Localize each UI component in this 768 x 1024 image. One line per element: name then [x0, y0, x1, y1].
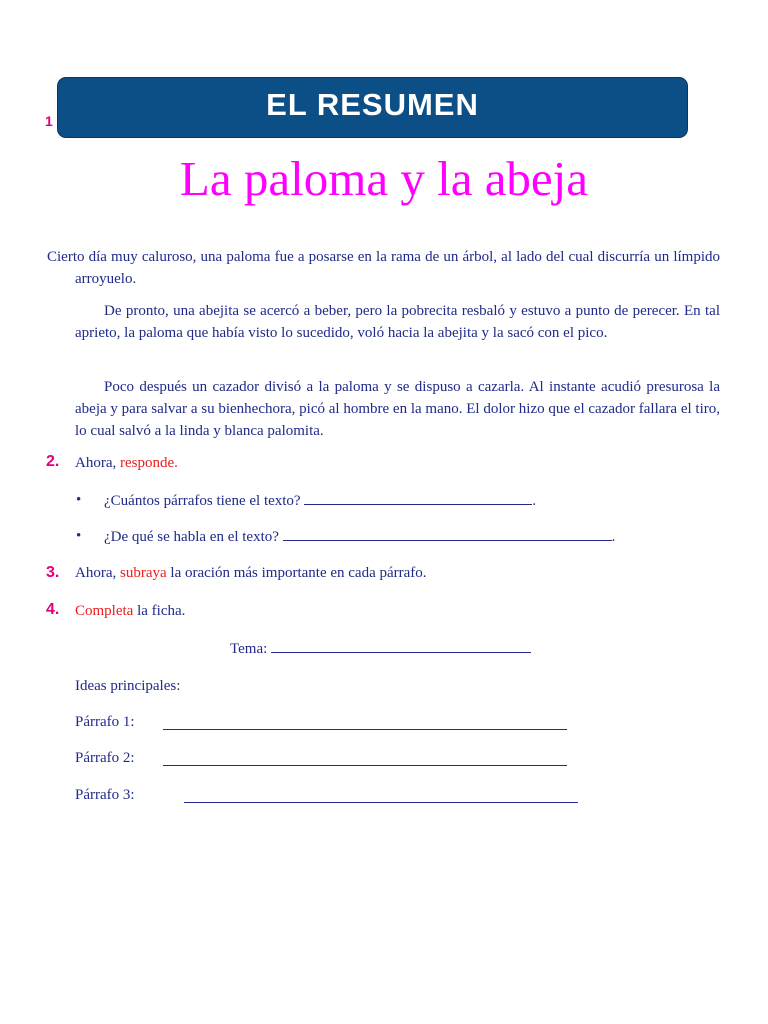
story-paragraph-1: Cierto día muy caluroso, una paloma fue a posarse en la rama de un árbol, al lado del cual discurría un límpido arroyuelo.: [47, 249, 720, 287]
bullet-icon: •: [76, 492, 82, 508]
banner-title: EL RESUMEN: [266, 86, 479, 122]
question-3-keyword: subraya: [120, 565, 167, 581]
question-2-prefix: Ahora,: [75, 455, 120, 471]
bullet-icon: •: [76, 528, 82, 544]
story-paragraph-3: Poco después un cazador divisó a la paloma y se dispuso a cazarla. Al instante acudió presurosa la abeja y para salvar a su bienhechora, picó al hombre en la mano. El dolor hizo que el cazador fallara el tiro, lo cual salvó a la linda y blanca palomita.: [75, 379, 720, 439]
tema-label: Tema:: [230, 641, 272, 657]
paragraph-2-label: Párrafo 2:: [75, 750, 135, 766]
question-2-suffix: .: [174, 455, 178, 471]
question-3: [75, 562, 427, 584]
tema-answer-line[interactable]: [271, 637, 531, 653]
question-2-keyword: responde: [120, 455, 175, 471]
ideas-label: Ideas principales:: [75, 678, 181, 694]
bullet-question-2: [104, 525, 615, 548]
paragraph-1-label: Párrafo 1:: [75, 714, 135, 730]
story-title: La paloma y la abeja: [179, 151, 589, 206]
question-4: [75, 600, 185, 622]
paragraph-2-row: [75, 747, 135, 769]
story-paragraph-2: De pronto, una abejita se acercó a beber, pero la pobrecita resbaló y estuvo a punto de perecer. En tal aprieto, la paloma que había visto lo sucedido, voló hacia la abejita y la sacó con el pico.: [75, 303, 720, 341]
question-2: [75, 452, 178, 474]
title-banner: [57, 77, 688, 138]
question-3-prefix: Ahora,: [75, 565, 120, 581]
question-number-2: 2.: [46, 453, 60, 470]
bullet-question-1: [104, 489, 536, 512]
answer-line-paragraph-count[interactable]: [304, 489, 532, 505]
bullet-question-1-text: ¿Cuántos párrafos tiene el texto?: [104, 493, 305, 509]
paragraph-1-answer-line[interactable]: [163, 714, 567, 730]
question-number-3: 3.: [46, 564, 60, 581]
question-3-suffix: la oración más importante en cada párrafo.: [166, 565, 427, 581]
tema-row: [230, 637, 531, 660]
bullet-question-2-text: ¿De qué se habla en el texto?: [104, 529, 283, 545]
question-number-4: 4.: [46, 601, 60, 618]
paragraph-3-answer-line[interactable]: [184, 787, 578, 803]
question-4-keyword: Completa: [75, 603, 134, 619]
question-4-suffix: la ficha.: [133, 603, 186, 619]
answer-line-topic[interactable]: [283, 525, 612, 541]
paragraph-3-label: Párrafo 3:: [75, 787, 135, 803]
paragraph-1-row: [75, 711, 135, 733]
paragraph-2-answer-line[interactable]: [163, 750, 567, 766]
paragraph-3-row: [75, 784, 135, 806]
bullet-question-2-end: .: [611, 529, 616, 545]
bullet-question-1-end: .: [532, 493, 537, 509]
question-number-1: 1: [45, 113, 53, 129]
